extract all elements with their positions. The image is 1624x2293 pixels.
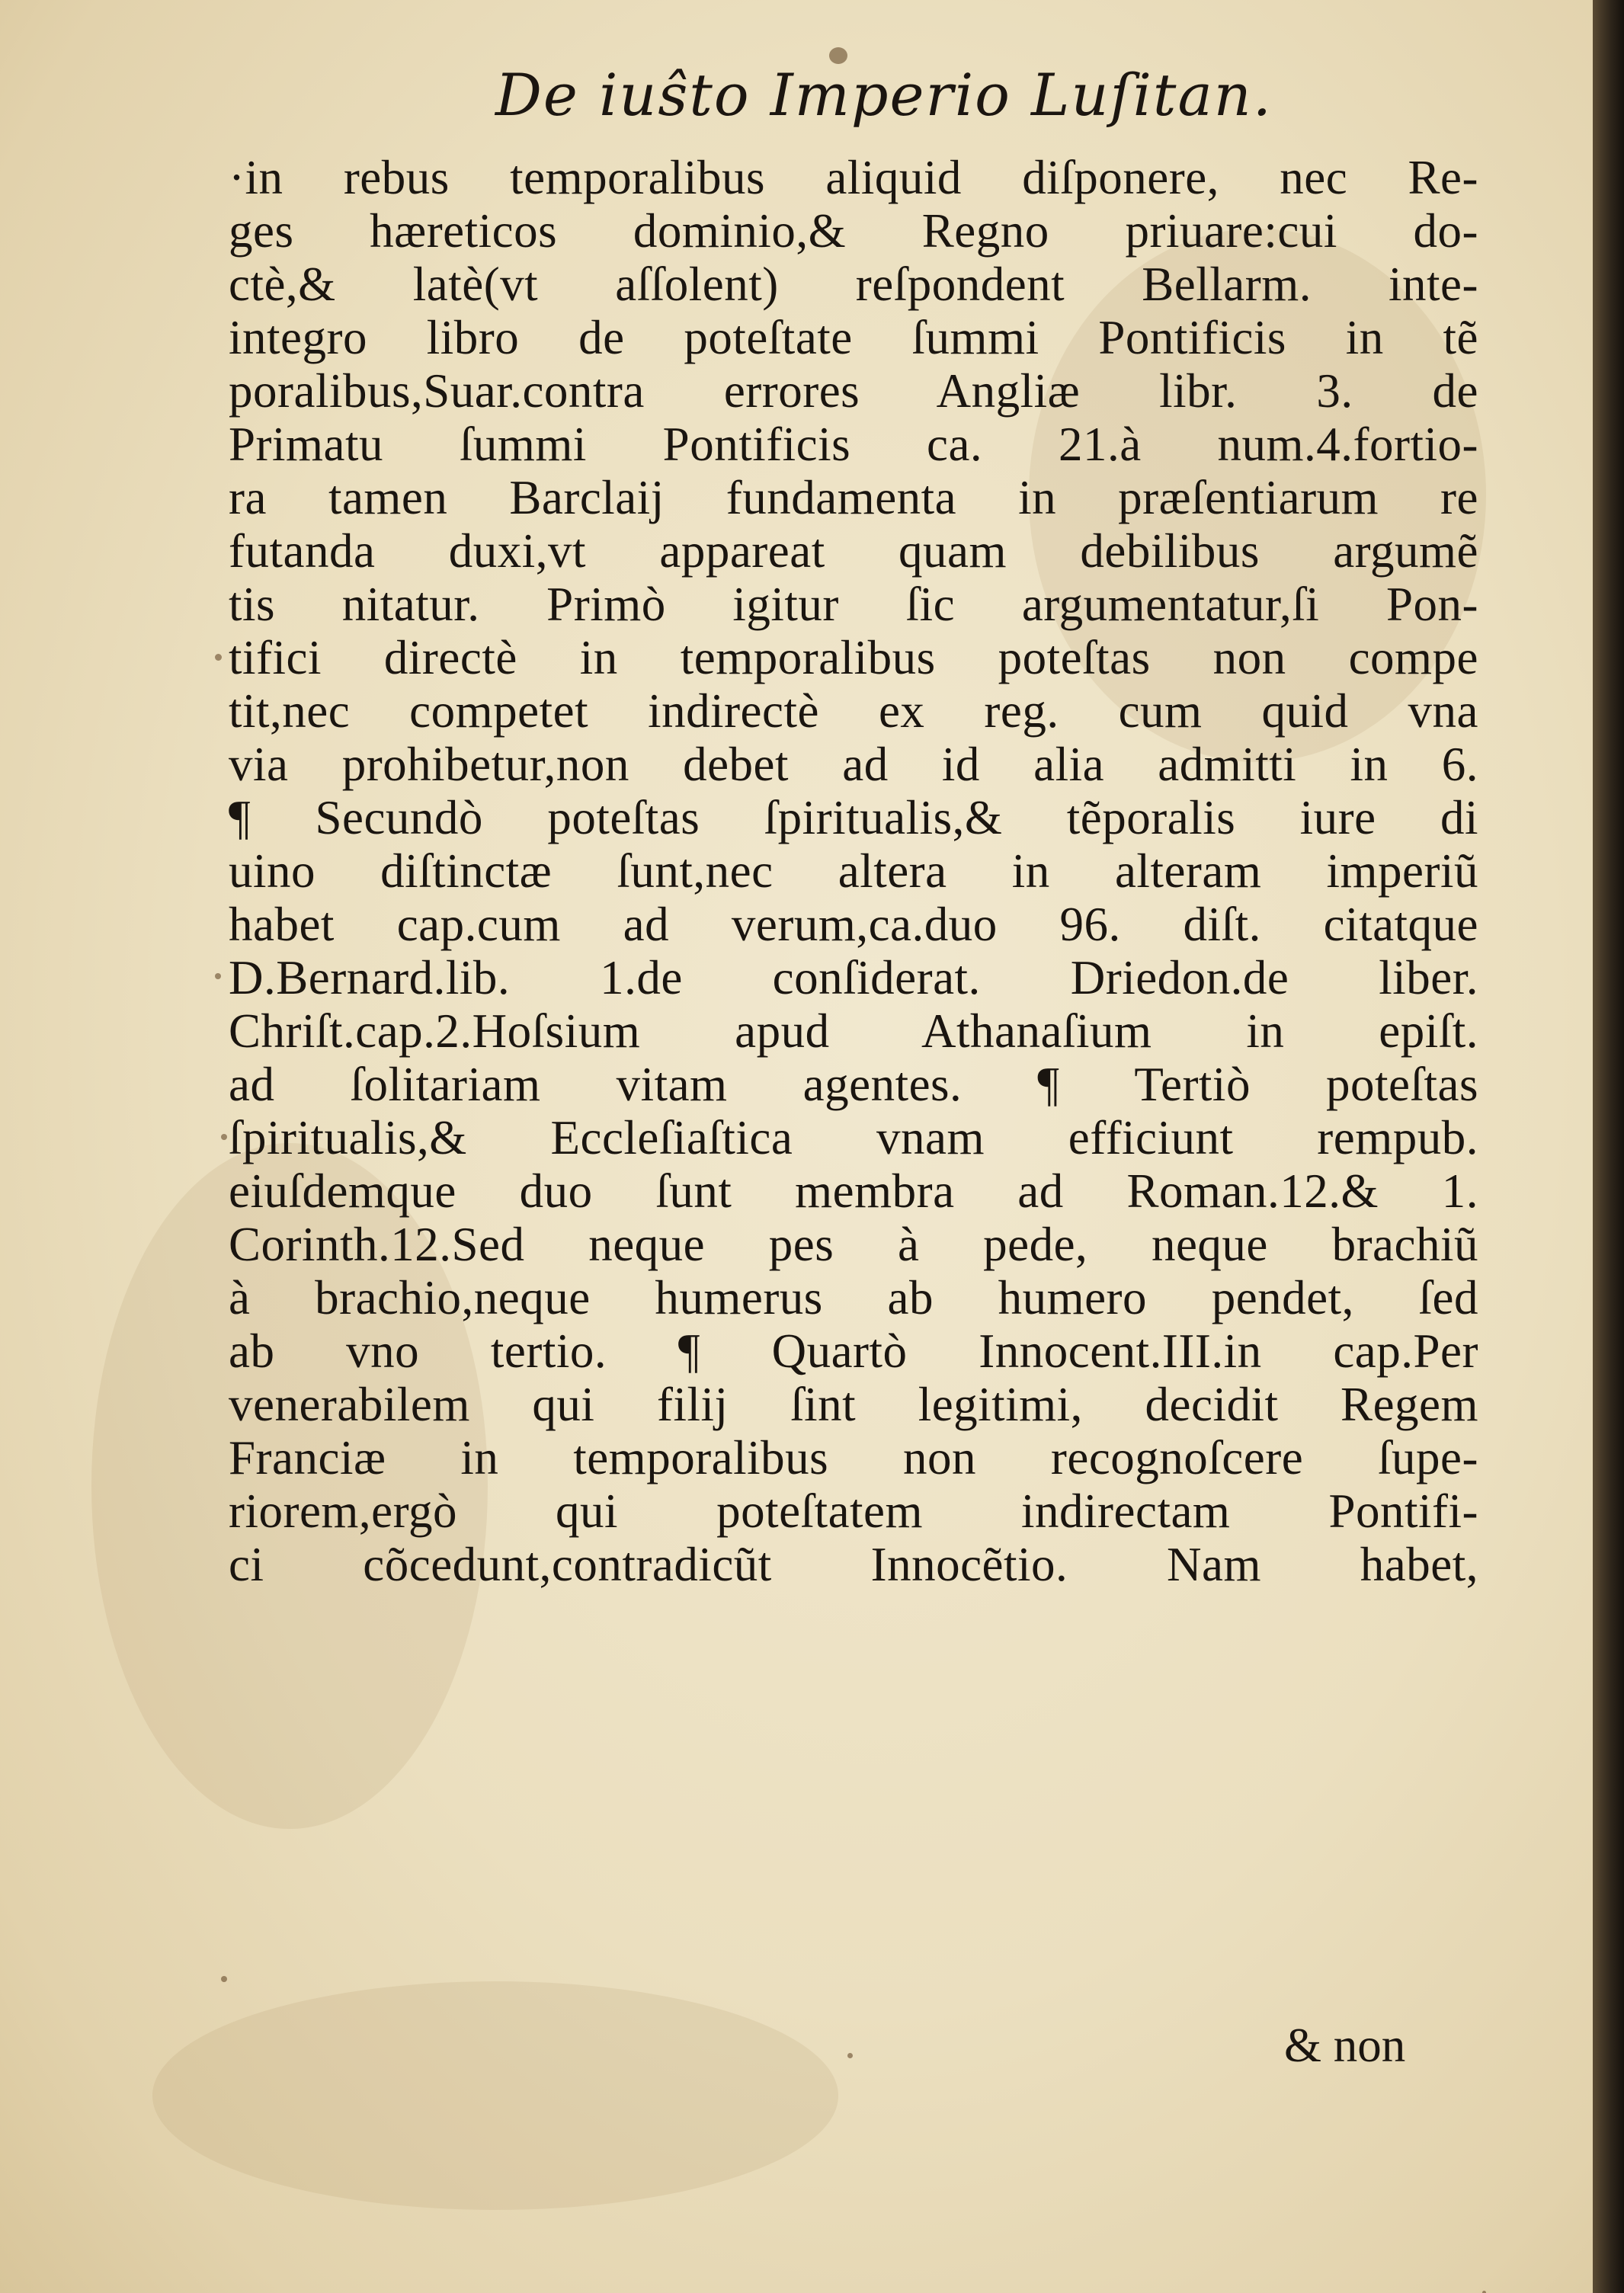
text-line: futanda duxi,vt appareat quam debilibus argumẽ (229, 524, 1478, 578)
text-line: Chriſt.cap.2.Hoſsium apud Athanaſium in epiſt. (229, 1004, 1478, 1058)
text-line: Franciæ in temporalibus non recognoſcere ſupe- (229, 1431, 1478, 1484)
catchword: & non (1284, 2019, 1406, 2072)
text-line: ab vno tertio. ¶ Quartò Innocent.III.in cap.Per (229, 1324, 1478, 1378)
text-line: tifici directè in temporalibus poteſtas non compe (229, 631, 1478, 684)
text-line: Corinth.12.Sed neque pes à pede, neque brachiũ (229, 1218, 1478, 1271)
text-line: riorem,ergò qui poteſtatem indirectam Pontifi- (229, 1484, 1478, 1538)
text-line: tis nitatur. Primò igitur ſic argumentatur,ſi Pon- (229, 578, 1478, 631)
text-line: ra tamen Barclaij fundamenta in præſentiarum re (229, 471, 1478, 524)
text-line: habet cap.cum ad verum,ca.duo 96. diſt. citatque (229, 898, 1478, 951)
running-head: De iuŝto Imperio Luſitan. (495, 61, 1273, 129)
text-line: integro libro de poteſtate ſummi Pontificis in tẽ (229, 311, 1478, 364)
text-line: ¶ Secundò poteſtas ſpiritualis,& tẽporalis iure di (229, 791, 1478, 844)
text-line: eiuſdemque duo ſunt membra ad Roman.12.& 1. (229, 1164, 1478, 1218)
text-line: ctè,& latè(vt aſſolent) reſpondent Bellarm. inte- (229, 258, 1478, 311)
text-line: ſpiritualis,& Eccleſiaſtica vnam efficiunt rempub. (229, 1111, 1478, 1164)
text-line: ges hæreticos dominio,& Regno priuare:cui do- (229, 204, 1478, 258)
text-line: uino diſtinctæ ſunt,nec altera in alteram imperiũ (229, 844, 1478, 898)
text-line: poralibus,Suar.contra errores Angliæ libr. 3. de (229, 364, 1478, 418)
text-line: ad ſolitariam vitam agentes. ¶ Tertiò poteſtas (229, 1058, 1478, 1111)
text-line: à brachio,neque humerus ab humero pendet, ſed (229, 1271, 1478, 1324)
text-line: Primatu ſummi Pontificis ca. 21.à num.4.fortio- (229, 418, 1478, 471)
text-line: via prohibetur,non debet ad id alia admitti in 6. (229, 738, 1478, 791)
text-line: venerabilem qui filij ſint legitimi, decidit Regem (229, 1378, 1478, 1431)
text-block (229, 151, 1478, 1591)
text-line: ·in rebus temporalibus aliquid diſponere, nec Re- (229, 151, 1478, 204)
text-line: tit,nec competet indirectè ex reg. cum quid vna (229, 684, 1478, 738)
page-edge-shadow (1593, 0, 1624, 2293)
text-line: ci cõcedunt,contradicũt Innocẽtio. Nam habet, (229, 1538, 1478, 1591)
text-line: D.Bernard.lib. 1.de conſiderat. Driedon.de liber. (229, 951, 1478, 1004)
